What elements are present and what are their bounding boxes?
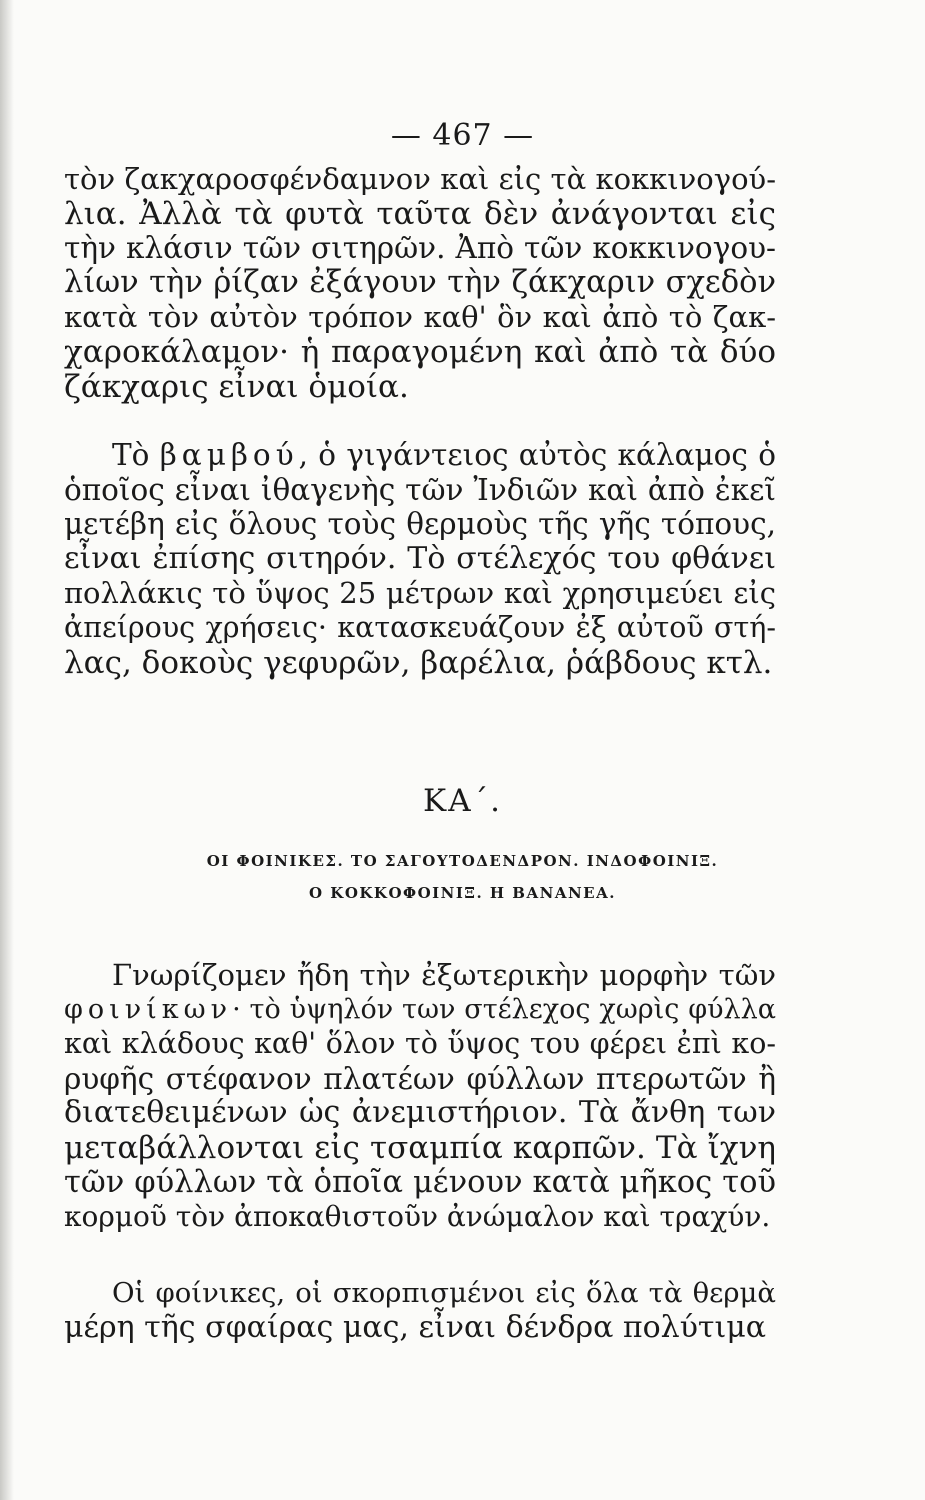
text-line: κατὰ τὸν αὐτὸν τρόπον καθ' ὃν καὶ ἀπὸ τὸ ζακ- (64, 300, 776, 335)
paragraph-2 (64, 438, 776, 680)
text-line: τὴν κλάσιν τῶν σιτηρῶν. Ἀπὸ τῶν κοκκινογου- (64, 231, 776, 266)
emphasized-term: φοινίκων (64, 993, 233, 1025)
text-line: λίων τὴν ῥίζαν ἐξάγουν τὴν ζάκχαριν σχεδὸν (64, 264, 776, 300)
text-line: εἶναι ἐπίσης σιτηρόν. Τὸ στέλεχός του φθάνει (64, 540, 776, 576)
text-fragment: , ὁ γιγάντειος αὐτὸς κάλαμος ὁ (298, 438, 776, 472)
paragraph-lead: Τὸ (112, 438, 150, 472)
text-line: ζάκχαρις εἶναι ὁμοία. (64, 368, 409, 405)
text-line: τὸν ζακχαροσφένδαμνον καὶ εἰς τὰ κοκκινογού- (64, 162, 776, 196)
text-line: διατεθειμένων ὡς ἀνεμιστήριον. Τὰ ἄνθη των (64, 1095, 776, 1131)
text-line: μεταβάλλονται εἰς τσαμπία καρπῶν. Τὰ ἴχνη (64, 1129, 776, 1166)
text-line: λας, δοκοὺς γεφυρῶν, βαρέλια, ῥάβδους κτλ. (64, 644, 773, 681)
text-line: ὁποῖος εἶναι ἰθαγενὴς τῶν Ἰνδιῶν καὶ ἀπὸ ἐκεῖ (64, 472, 776, 507)
page-number: — 467 — (390, 118, 535, 153)
paragraph-3 (64, 958, 776, 1235)
emphasized-term: βαμβού (159, 438, 299, 472)
chapter-number: ΚΑ΄. (423, 783, 502, 819)
page-edge-shadow (0, 0, 14, 1500)
text-line: ἀπείρους χρήσεις· κατασκευάζουν ἐξ αὐτοῦ στή- (64, 610, 776, 644)
text-line: μέρη τῆς σφαίρας μας, εἶναι δένδρα πολύτιμα (64, 1309, 767, 1345)
text-line: μετέβη εἰς ὅλους τοὺς θερμοὺς τῆς γῆς τόπους, (64, 507, 776, 542)
text-line: ρυφῆς στέφανον πλατέων φύλλων πτερωτῶν ἢ (64, 1061, 776, 1096)
text-fragment: · τὸ ὑψηλόν των στέλεχος χωρὶς φύλλα (232, 993, 776, 1025)
text-line (64, 993, 776, 1028)
text-line: λια. Ἀλλὰ τὰ φυτὰ ταῦτα δὲν ἀνάγονται εἰς (64, 195, 776, 232)
text-line: Γνωρίζομεν ἤδη τὴν ἐξωτερικὴν μορφὴν τῶν (112, 958, 776, 992)
section-title-line-1: ΟΙ ΦΟΙΝΙΚΕΣ. ΤΟ ΣΑΓΟΥΤΟΔΕΝΔΡΟΝ. ΙΝΔΟΦΟΙΝΙΞ. (206, 852, 719, 870)
text-line: πολλάκις τὸ ὕψος 25 μέτρων καὶ χρησιμεύει εἰς (64, 576, 776, 611)
text-line: κορμοῦ τὸν ἀποκαθιστοῦν ἀνώμαλον καὶ τραχύν. (64, 1200, 771, 1234)
text-line: τῶν φύλλων τὰ ὁποῖα μένουν κατὰ μῆκος τοῦ (64, 1164, 776, 1200)
paragraph-4 (64, 1276, 776, 1345)
text-line: χαροκάλαμον· ἡ παραγομένη καὶ ἀπὸ τὰ δύο (64, 333, 776, 370)
section-title-line-2: Ο ΚΟΚΚΟΦΟΙΝΙΞ. Η ΒΑΝΑΝΕΑ. (309, 884, 616, 902)
text-line (64, 438, 776, 473)
paragraph-1 (64, 162, 776, 404)
text-line: Οἱ φοίνικες, οἱ σκορπισμένοι εἰς ὅλα τὰ θερμὰ (112, 1277, 776, 1309)
text-line: καὶ κλάδους καθ' ὅλον τὸ ὕψος του φέρει ἐπὶ κο- (64, 1027, 776, 1061)
